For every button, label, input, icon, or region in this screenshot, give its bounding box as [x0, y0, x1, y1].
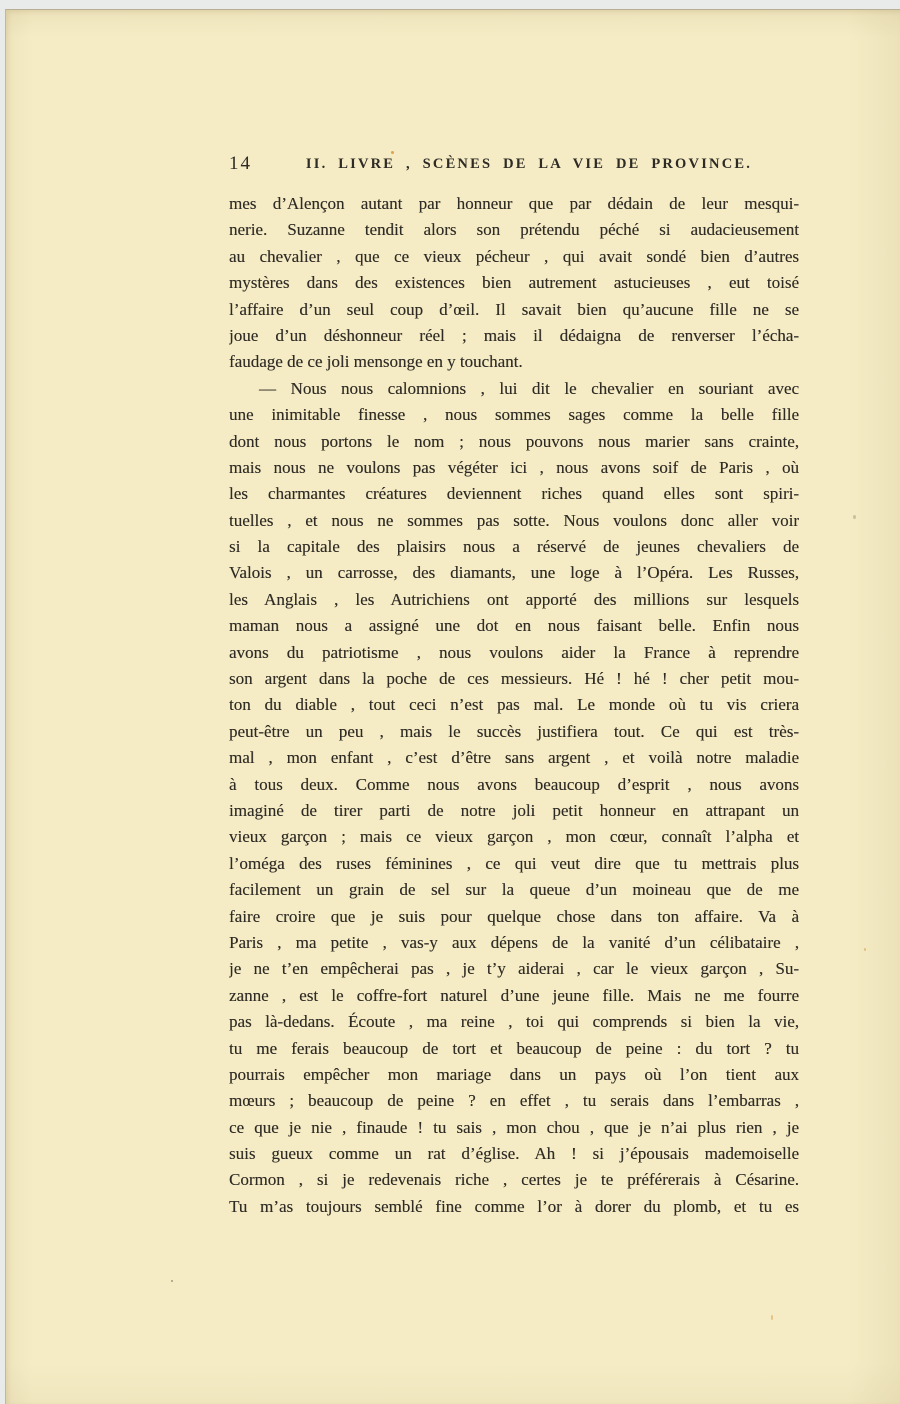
text-line: tu me ferais beaucoup de tort et beaucoup de peine : du tort ? tu — [229, 1038, 799, 1058]
paper-speck — [771, 1315, 773, 1320]
text-line: facilement un grain de sel sur la queue d’un moineau que de me — [229, 880, 799, 900]
text-line: imaginé de tirer parti de notre joli petit honneur en attrapant un — [229, 800, 799, 820]
text-line: peut-être un peu , mais le succès justifiera tout. Ce qui est très- — [229, 721, 799, 741]
text-line: l’affaire d’un seul coup d’œil. Il savait bien qu’aucune fille ne se — [229, 299, 799, 319]
text-line: mystères dans des existences bien autrement astucieuses , eut toisé — [229, 273, 799, 293]
text-line: zanne , est le coffre-fort naturel d’une jeune fille. Mais ne me fourre — [229, 985, 799, 1005]
text-line: Paris , ma petite , vas-y aux dépens de la vanité d’un célibataire , — [229, 932, 799, 952]
text-line: mes d’Alençon autant par honneur que par dédain de leur mesqui- — [229, 194, 799, 213]
text-line: je ne t’en empêcherai pas , je t’y aiderai , car le vieux garçon , Su- — [229, 959, 799, 979]
paper-speck — [864, 948, 866, 951]
text-line: mœurs ; beaucoup de peine ? en effet , tu serais dans l’embarras , — [229, 1091, 799, 1111]
text-line: à tous deux. Comme nous avons beaucoup d’esprit , nous avons — [229, 774, 799, 794]
text-line: maman nous a assigné une dot en nous faisant belle. Enfin nous — [229, 616, 799, 636]
text-line: pourrais empêcher mon mariage dans un pays où l’on tient aux — [229, 1064, 799, 1084]
text-line: pas là-dedans. Écoute , ma reine , toi qui comprends si bien la vie, — [229, 1012, 799, 1032]
paper-speck — [171, 1280, 173, 1282]
text-line: son argent dans la poche de ces messieurs. Hé ! hé ! cher petit mou- — [229, 669, 799, 689]
text-line: dont nous portons le nom ; nous pouvons nous marier sans crainte, — [229, 431, 799, 451]
page-number: 14 — [229, 153, 252, 174]
text-line: au chevalier , que ce vieux pécheur , qui avait sondé bien d’autres — [229, 246, 799, 266]
text-line: vieux garçon ; mais ce vieux garçon , mon cœur, connaît l’alpha et — [229, 827, 799, 847]
text-line: l’oméga des ruses féminines , ce qui veut dire que tu mettrais plus — [229, 853, 799, 873]
text-line: les Anglais , les Autrichiens ont apporté des millions sur lesquels — [229, 589, 799, 609]
text-line: tuelles , et nous ne sommes pas sotte. Nous voulons donc aller voir — [229, 510, 799, 530]
text-line: joue d’un déshonneur réel ; mais il dédaigna de renverser l’écha- — [229, 325, 799, 345]
book-page — [5, 9, 900, 1404]
page-header — [229, 150, 799, 180]
text-line: ton du diable , tout ceci n’est pas mal. Le monde où tu vis criera — [229, 695, 799, 715]
running-title: II. LIVRE , SCÈNES DE LA VIE DE PROVINCE. — [305, 156, 753, 172]
text-line: Valois , un carrosse, des diamants, une loge à l’Opéra. Les Russes, — [229, 563, 799, 583]
text-line: Tu m’as toujours semblé fine comme l’or à dorer du plomb, et tu es — [229, 1196, 799, 1216]
text-line: ce que je nie , finaude ! tu sais , mon chou , que je n’ai plus rien , je — [229, 1117, 799, 1137]
text-line: mal , mon enfant , c’est d’être sans argent , et voilà notre maladie — [229, 748, 799, 768]
text-line: faudage de ce joli mensonge en y touchant. — [229, 352, 523, 372]
text-line: si la capitale des plaisirs nous a réservé de jeunes chevaliers de — [229, 537, 799, 557]
text-line: — Nous nous calomnions , lui dit le chevalier en souriant avec — [259, 378, 799, 398]
text-line: mais nous ne voulons pas végéter ici , nous avons soif de Paris , où — [229, 457, 799, 477]
paper-speck — [853, 515, 856, 519]
text-line: nerie. Suzanne tendit alors son prétendu péché si audacieusement — [229, 220, 799, 240]
text-line: suis gueux comme un rat d’église. Ah ! si j’épousais mademoiselle — [229, 1144, 799, 1164]
text-line: les charmantes créatures deviennent riches quand elles sont spiri- — [229, 484, 799, 504]
text-line: une inimitable finesse , nous sommes sages comme la belle fille — [229, 405, 799, 425]
text-line: Cormon , si je redevenais riche , certes je te préférerais à Césarine. — [229, 1170, 799, 1190]
text-line: faire croire que je suis pour quelque chose dans ton affaire. Va à — [229, 906, 799, 926]
body-text — [229, 191, 799, 1220]
text-line: avons du patriotisme , nous voulons aider la France à reprendre — [229, 642, 799, 662]
